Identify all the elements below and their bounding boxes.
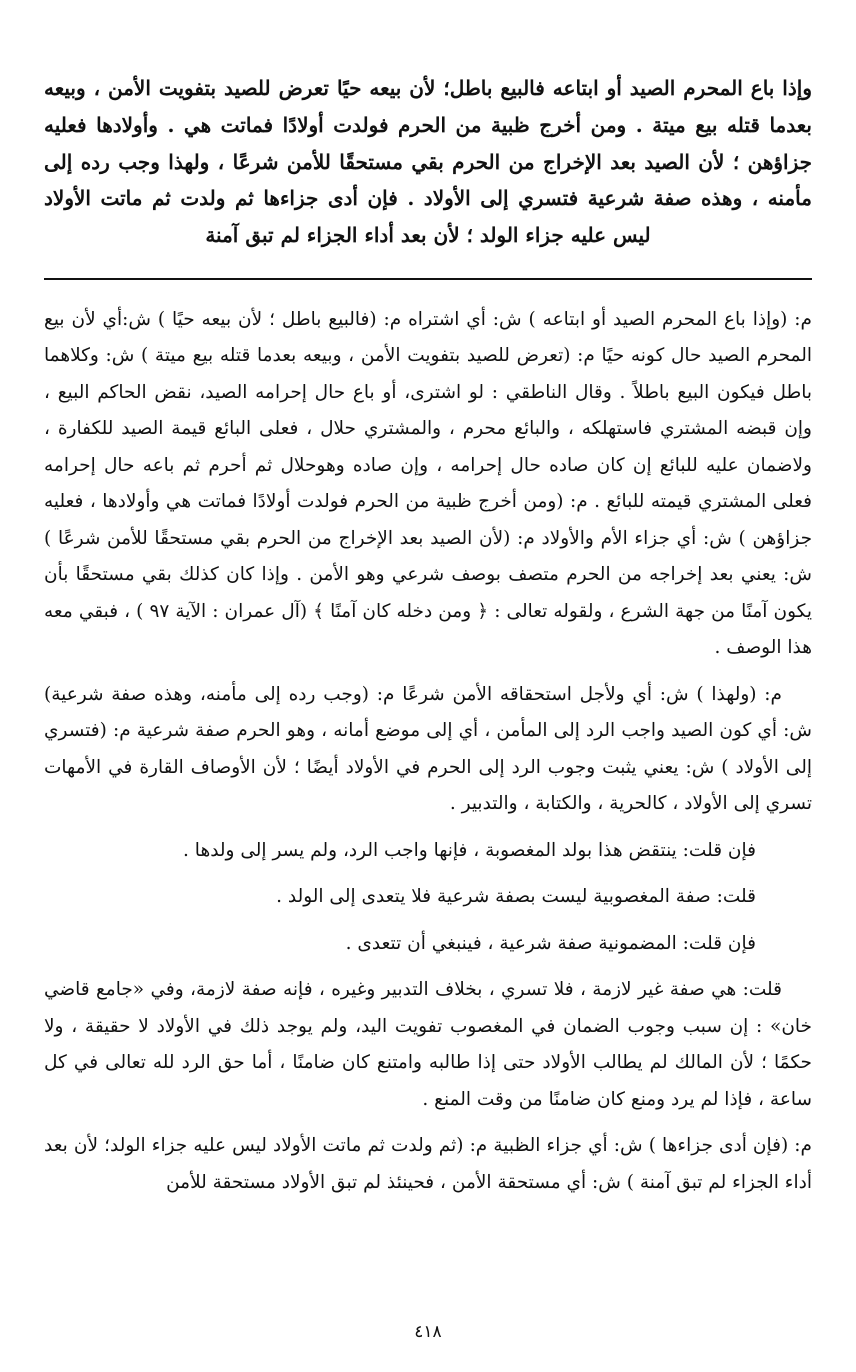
answer-paragraph: قلت: هي صفة غير لازمة ، فلا تسري ، بخلاف التدبير وغيره ، فإنه صفة لازمة، وفي «جامع قاضي خان» : إن سبب وجوب الضمان في المغصوب تفويت اليد، ولم يوجد ذلك في الأولاد لا حقيقة ، ولا حكمًا ؛ لأن المالك لم يطالب الأولاد حتى إذا طالبه وامتنع كان ضامنًا ، أما حق الرد لله تعالى في كل ساعة ، فإذا لم يرد ومنع كان ضامنًا من وقت المنع .	[44, 979, 812, 1110]
page	[40, 70, 816, 1211]
matn-text: وإذا باع المحرم الصيد أو ابتاعه فالبيع باطل؛ لأن بيعه حيًا تعرض للصيد بتفويت الأمن ، وبيعه بعدما قتله بيع ميتة . ومن أخرج ظبية من الحرم فولدت أولادًا فماتت هي . وأولادها فعليه جزاؤهن ؛ لأن الصيد بعد الإخراج من الحرم بقي مستحقًا للأمن شرعًا ، ولهذا وجب رده إلى مأمنه ، وهذه صفة شرعية فتسري إلى الأولاد . فإن أدى جزاءها ثم ولدت ثم ماتت الأولاد ليس عليه جزاء الولد ؛ لأن بعد أداء الجزاء لم تبق آمنة	[44, 76, 812, 248]
commentary-paragraph: م: (وإذا باع المحرم الصيد أو ابتاعه ) ش: أي اشتراه م: (فالبيع باطل ؛ لأن بيعه حيًا ) ش:أي لأن بيع المحرم الصيد حال كونه حيًا م: (تعرض للصيد بتفويت الأمن ، وبيعه بعدما قتله بيع ميتة ) ش: وكلاهما باطل فيكون البيع باطلاً . وقال الناطقي : لو اشترى، أو باع حال إحرامه الصيد، نقض الحاكم البيع ، وإن قبضه المشتري فاستهلكه ، والبائع محرم ، والمشتري حلال ، فعلى البائع قيمة الصيد للكفارة ، ولاضمان عليه للبائع إن كان صاده حال إحرامه ، وإن صاده وهوحلال ثم أحرم ثم باعه حال إحرامه فعلى المشتري قيمته للبائع . م: (ومن أخرج ظبية من الحرم فولدت أولادًا فماتت هي وأولادها ، فعليه جزاؤهن ) ش: أي جزاء الأم والأولاد م: (لأن الصيد بعد الإخراج من الحرم بقي مستحقًا للأمن شرعًا ) ش: يعني بعد إخراجه من الحرم متصف بوصف شرعي وهو الأمن . وإذا كان كذلك بقي مستحقًا بأن يكون آمنًا من جهة الشرع ، ولقوله تعالى : ﴿ ومن دخله كان آمنًا ﴾ (آل عمران : الآية ٩٧ ) ، فبقي معه هذا الوصف .	[44, 308, 813, 659]
commentary-paragraph: م: (فإن أدى جزاءها ) ش: أي جزاء الظبية م: (ثم ولدت ثم ماتت الأولاد ليس عليه جزاء الولد؛ لأن بعد أداء الجزاء لم تبق آمنة ) ش: أي مستحقة الأمن ، فحينئذ لم تبق الأولاد مستحقة للأمن	[44, 1135, 812, 1193]
separator-rule	[44, 278, 812, 280]
question-paragraph: فإن قلت: ينتقض هذا بولد المغصوبة ، فإنها واجب الرد، ولم يسر إلى ولدها .	[183, 839, 756, 861]
question-paragraph: فإن قلت: المضمونية صفة شرعية ، فينبغي أن تتعدى .	[345, 932, 756, 954]
commentary-paragraph: م: (ولهذا ) ش: أي ولأجل استحقاقه الأمن شرعًا م: (وجب رده إلى مأمنه، وهذه صفة شرعية) ش: أي كون الصيد واجب الرد إلى المأمن ، أي إلى موضع أمانه ، وهو الحرم صفة شرعية م: (فتسري إلى الأولاد ) ش: يعني يثبت وجوب الرد إلى الحرم في الأولاد أيضًا ؛ لأن الأوصاف القارة في الأمهات تسري إلى الأولاد ، كالحرية ، والكتابة ، والتدبير .	[44, 683, 812, 815]
page-number: ٤١٨	[414, 1322, 442, 1342]
commentary	[40, 302, 816, 1202]
answer-paragraph: قلت: صفة المغصوبية ليست بصفة شرعية فلا يتعدى إلى الولد .	[276, 886, 756, 908]
